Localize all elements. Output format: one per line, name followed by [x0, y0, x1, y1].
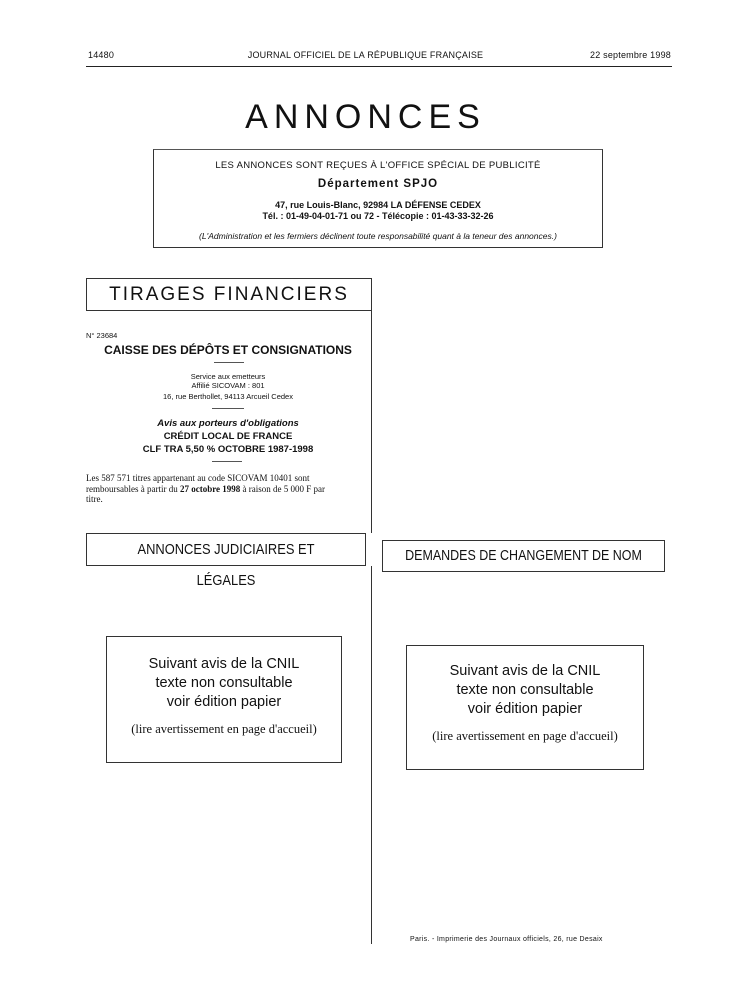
cnil-line-3: voir édition papier — [467, 701, 583, 717]
body-text: remboursables à partir du — [86, 483, 180, 494]
demandes-heading-box — [382, 540, 665, 572]
cnil-note: (lire avertissement en page d'accueil) — [131, 722, 317, 736]
header-rule — [86, 66, 672, 67]
info-reception-line: LES ANNONCES SONT REÇUES À L'OFFICE SPÉCIAL DE PUBLICITÉ — [215, 160, 541, 171]
column-divider-lower — [371, 566, 372, 944]
page-number: 14480 — [88, 50, 115, 60]
service-line-1: Service aux emetteurs — [190, 372, 266, 381]
judiciaires-heading-box — [86, 533, 366, 589]
cnil-note: (lire avertissement en page d'accueil) — [432, 729, 618, 743]
issue-date: 22 septembre 1998 — [590, 50, 671, 60]
notice-body — [86, 473, 370, 505]
cnil-line-1: Suivant avis de la CNIL — [148, 656, 300, 672]
cnil-notice-box-left — [106, 636, 342, 763]
journal-title: JOURNAL OFFICIEL DE LA RÉPUBLIQUE FRANÇAISE — [247, 50, 484, 60]
separator-dash — [214, 362, 244, 363]
cnil-line-2: texte non consultable — [456, 682, 594, 698]
info-disclaimer: (L'Administration et les fermiers déclinent toute responsabilité quant à la teneur des annonces.) — [199, 231, 557, 241]
cnil-notice-box-right — [406, 645, 644, 770]
cnil-line-1: Suivant avis de la CNIL — [449, 663, 601, 679]
tirages-heading: TIRAGES FINANCIERS — [109, 284, 349, 305]
cnil-line-3: voir édition papier — [166, 694, 282, 710]
info-box — [153, 149, 603, 248]
judiciaires-heading: ANNONCES JUDICIAIRES ET LÉGALES — [137, 541, 315, 589]
imprint-footer: Paris. - Imprimerie des Journaux officiels, 26, rue Desaix — [410, 936, 603, 943]
info-phone: Tél. : 01-49-04-01-71 ou 72 - Télécopie : 01-43-33-32-26 — [262, 211, 494, 221]
info-department: Département SPJO — [317, 178, 439, 190]
notice-number: N° 23684 — [86, 331, 118, 340]
cnil-line-2: texte non consultable — [155, 675, 293, 691]
service-line-2: Affilié SICOVAM : 801 — [191, 381, 265, 390]
column-divider-upper — [371, 283, 372, 533]
separator-dash — [212, 461, 242, 462]
tirages-heading-box — [86, 278, 372, 311]
notice-body-line-2 — [86, 484, 370, 495]
separator-dash — [212, 408, 244, 409]
main-title: ANNONCES — [245, 98, 486, 136]
body-date: 27 octobre 1998 — [179, 483, 241, 494]
avis-line-2: CRÉDIT LOCAL DE FRANCE — [163, 431, 293, 442]
service-line-3: 16, rue Berthollet, 94113 Arcueil Cedex — [163, 392, 293, 401]
info-address: 47, rue Louis-Blanc, 92984 LA DÉFENSE CEDEX — [275, 200, 481, 210]
avis-line-1: Avis aux porteurs d'obligations — [157, 418, 299, 429]
avis-line-3: CLF TRA 5,50 % OCTOBRE 1987-1998 — [142, 444, 314, 455]
demandes-heading: DEMANDES DE CHANGEMENT DE NOM — [405, 548, 642, 564]
org-name: CAISSE DES DÉPÔTS ET CONSIGNATIONS — [104, 343, 352, 357]
notice-body-line-3: titre. — [86, 494, 103, 504]
notice-body-line-1: Les 587 571 titres appartenant au code SICOVAM 10401 sont — [86, 473, 310, 483]
body-text: à raison de 5 000 F par — [240, 483, 326, 494]
